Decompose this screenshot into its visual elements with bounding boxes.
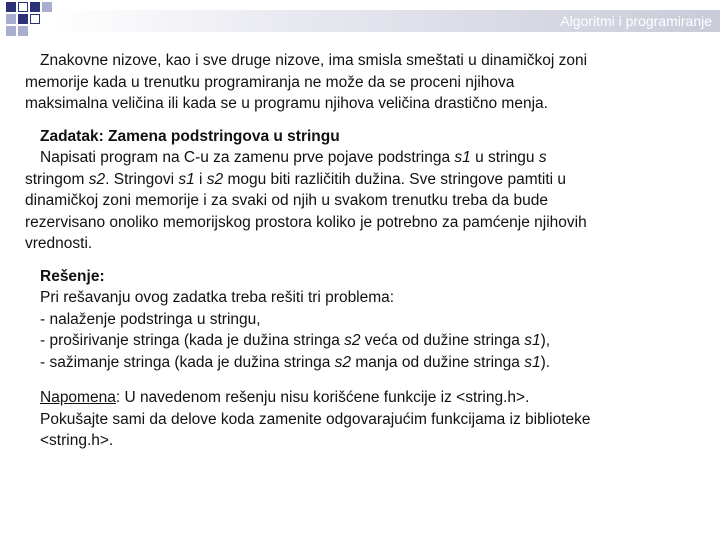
task-paragraph bbox=[25, 126, 695, 255]
solution-heading: Rešenje: bbox=[40, 267, 105, 285]
task-line: vrednosti. bbox=[25, 235, 93, 252]
solution-item: - nalaženje podstringa u stringu, bbox=[40, 310, 261, 328]
header-title: Algoritmi i programiranje bbox=[560, 13, 712, 29]
note-line: Pokušajte sami da delove koda zamenite odgovarajućim funkcijama iz biblioteke bbox=[40, 410, 591, 428]
solution-intro: Pri rešavanju ovog zadatka treba rešiti tri problema: bbox=[40, 289, 395, 306]
intro-line: Znakovne nizove, kao i sve druge nizove, ima smisla smeštati u dinamičkoj zoni bbox=[40, 52, 588, 69]
header-bar bbox=[52, 10, 720, 32]
solution-block bbox=[25, 266, 695, 374]
task-line: stringom s2. Stringovi s1 i s2 mogu biti različitih dužina. Sve stringove pamtiti u bbox=[25, 170, 567, 188]
task-heading: Zadatak: Zamena podstringova u stringu bbox=[40, 127, 340, 145]
solution-item: - proširivanje stringa (kada je dužina stringa s2 veća od dužine stringa s1), bbox=[40, 332, 551, 349]
note-block bbox=[25, 387, 695, 452]
task-line: rezervisano onoliko memorijskog prostora koliko je potrebno za pamćenje njihovih bbox=[25, 213, 587, 231]
slide-logo bbox=[0, 0, 56, 44]
note-line: <string.h>. bbox=[40, 432, 114, 449]
note-label: Napomena bbox=[40, 389, 116, 406]
intro-paragraph bbox=[25, 50, 695, 115]
task-line: Napisati program na C-u za zamenu prve pojave podstringa s1 u stringu s bbox=[40, 149, 547, 166]
slide-content bbox=[25, 50, 695, 466]
intro-line: memorije kada u trenutku programiranja ne može da se proceni njihova bbox=[25, 73, 515, 91]
solution-item: - sažimanje stringa (kada je dužina stringa s2 manja od dužine stringa s1). bbox=[40, 353, 551, 371]
intro-line: maksimalna veličina ili kada se u programu njihova veličina drastično menja. bbox=[25, 95, 548, 112]
note-line: Napomena: U navedenom rešenju nisu korišćene funkcije iz <string.h>. bbox=[40, 389, 530, 406]
task-line: dinamičkoj zoni memorije i za svaki od njih u svakom trenutku treba da bude bbox=[25, 192, 548, 209]
